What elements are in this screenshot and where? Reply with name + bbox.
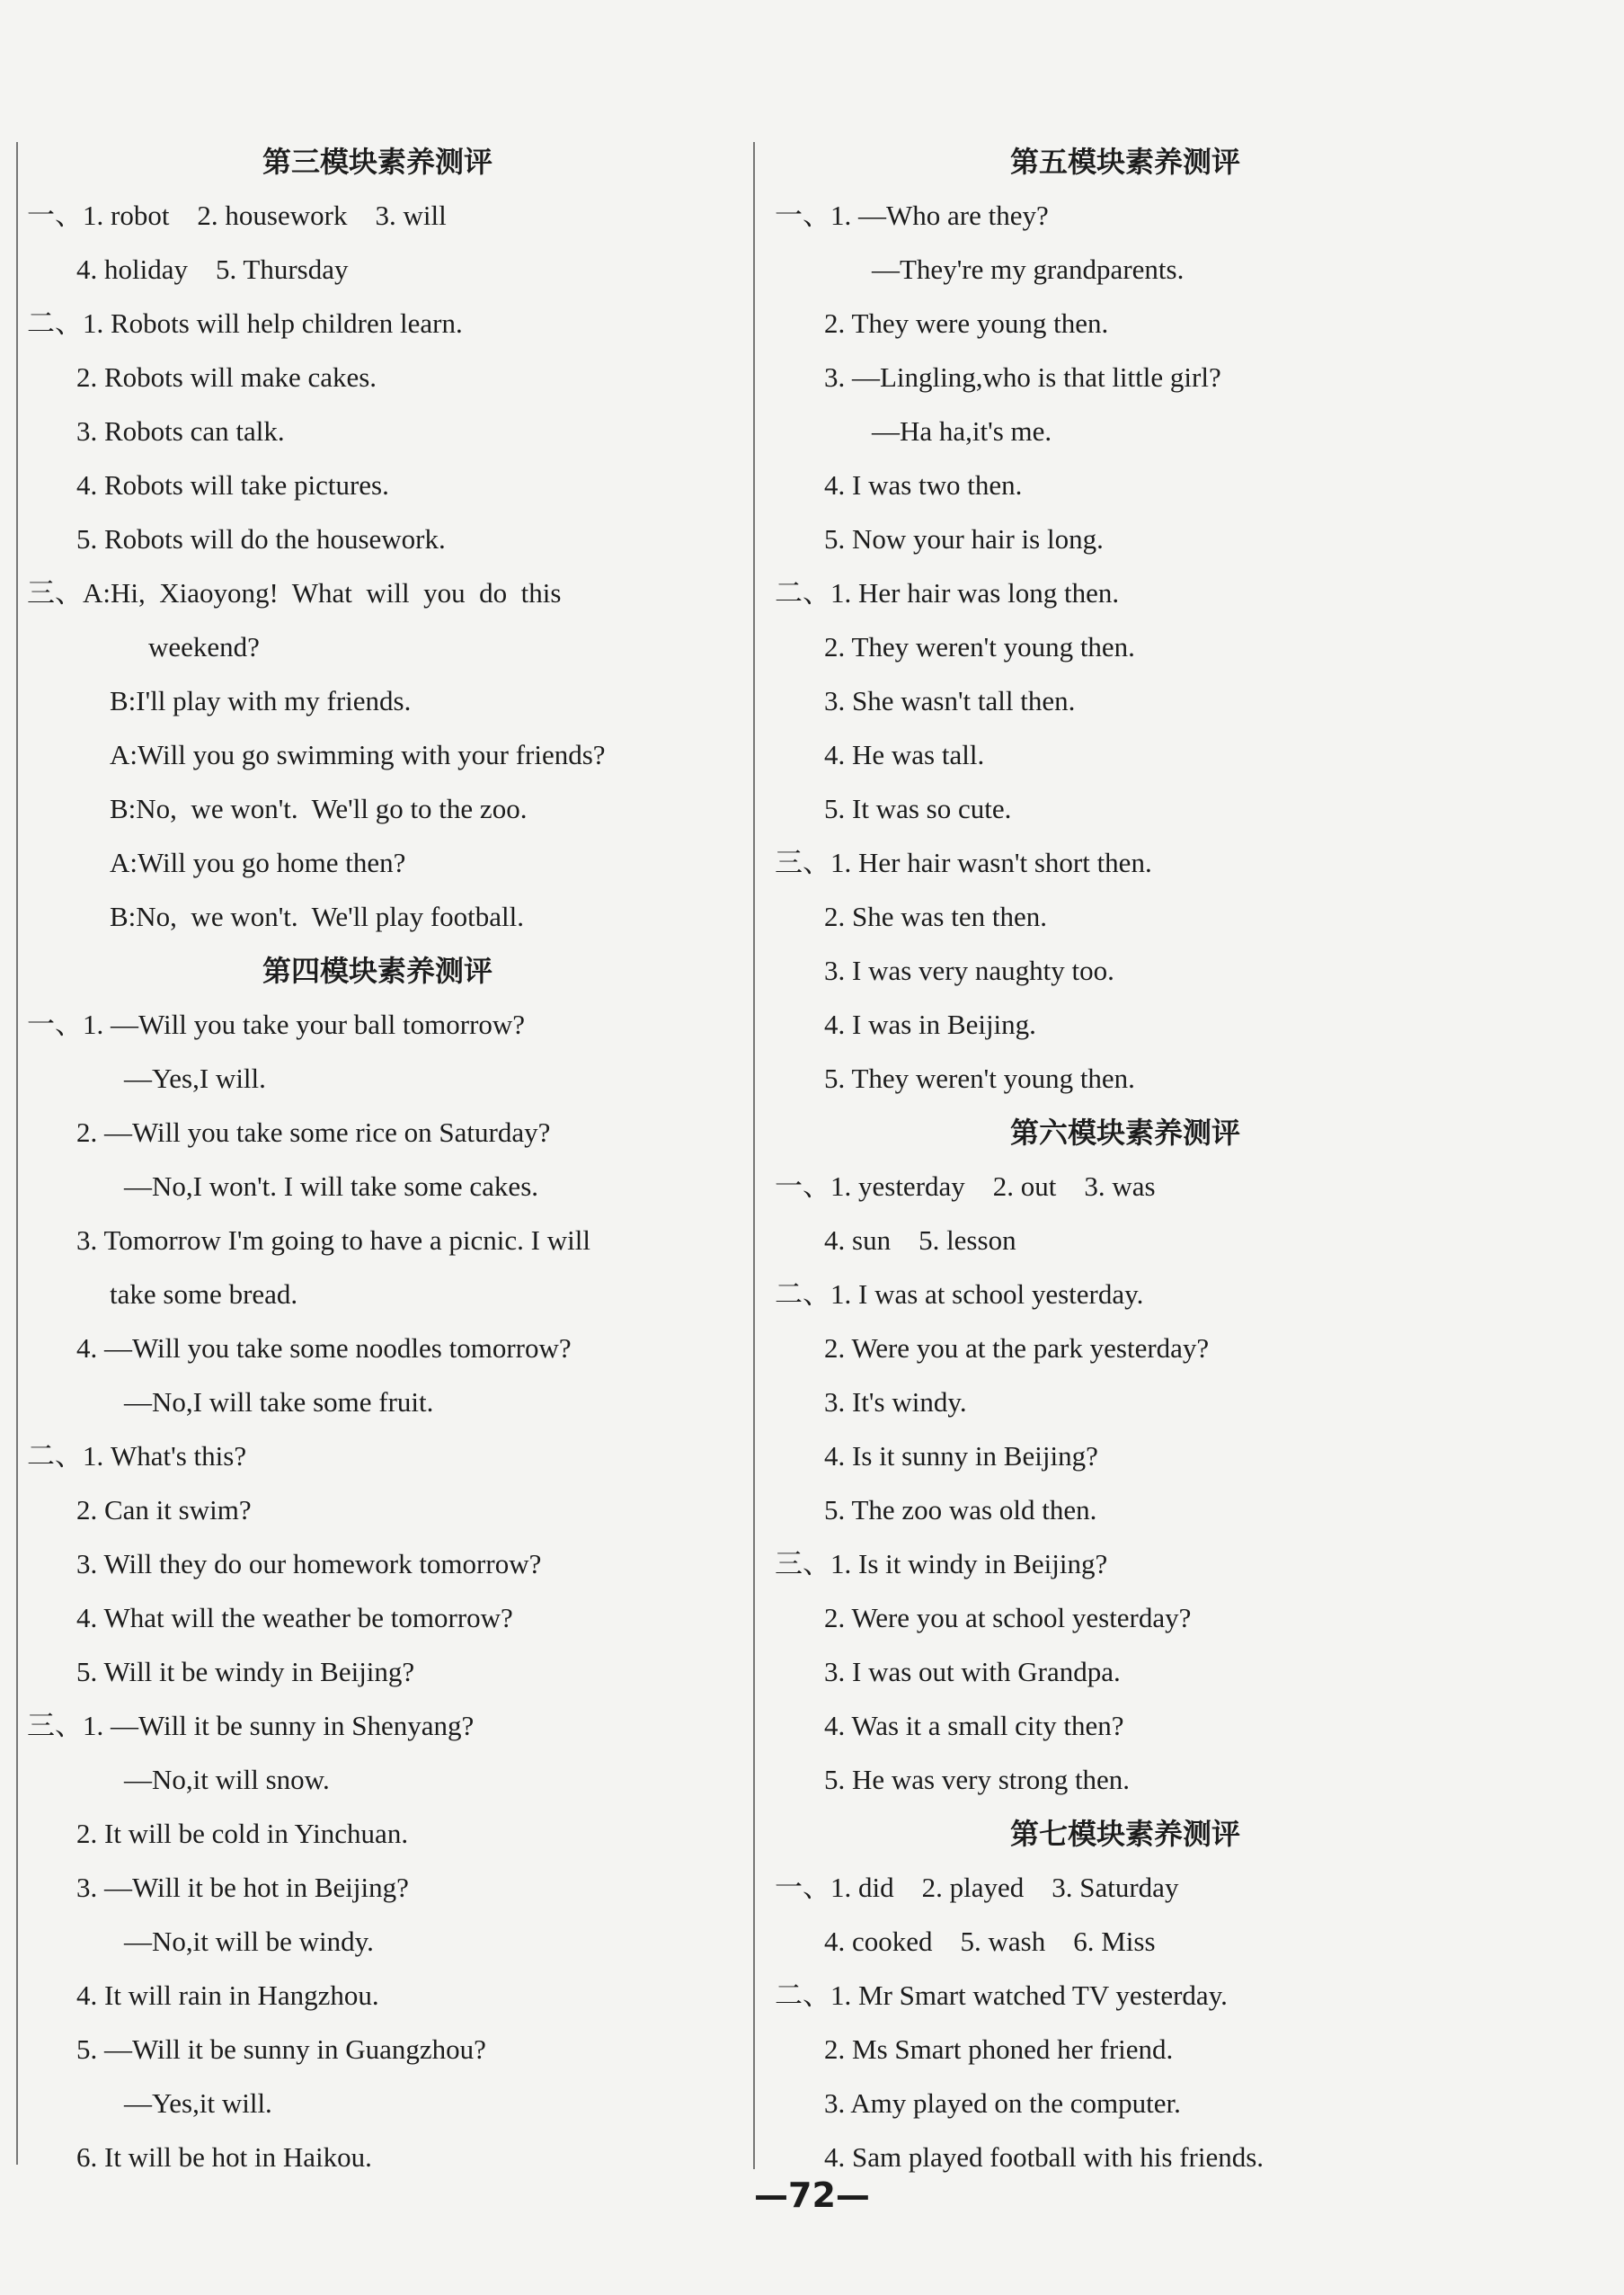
answer-line: A:Will you go swimming with your friends? [110,739,606,770]
section-title: 第七模块素养测评 [1009,1817,1240,1851]
answer-line: B:No, we won't. We'll go to the zoo. [110,793,528,824]
answer-line: —Ha ha,it's me. [872,415,1052,447]
answer-line: 三、1. —Will it be sunny in Shenyang? [27,1710,475,1741]
answer-line: 3. She wasn't tall then. [824,685,1076,716]
section-title: 第六模块素养测评 [1009,1116,1240,1150]
answer-line: 4. I was in Beijing. [824,1009,1036,1040]
answer-line: —Yes,I will. [124,1063,266,1094]
answer-line: 3. I was very naughty too. [824,955,1114,986]
answer-line: 3. —Will it be hot in Beijing? [76,1872,409,1903]
answer-line: 4. He was tall. [824,739,985,770]
answer-line: 3. I was out with Grandpa. [824,1656,1121,1687]
answer-line: 4. What will the weather be tomorrow? [76,1602,513,1633]
answer-line: 一、1. did 2. played 3. Saturday [775,1872,1179,1903]
answer-line: 4. Is it sunny in Beijing? [824,1440,1098,1472]
answer-line: 2. Can it swim? [76,1494,252,1526]
answer-line: 2. She was ten then. [824,901,1047,932]
section-title: 第三模块素养测评 [262,145,493,179]
right-column [775,135,1476,2184]
answer-line: 2. —Will you take some rice on Saturday? [76,1116,551,1148]
answer-line: 3. Amy played on the computer. [824,2087,1181,2119]
answer-line: —They're my grandparents. [872,254,1185,285]
answer-line: 5. He was very strong then. [824,1764,1131,1795]
answer-line: —No,it will be windy. [124,1926,374,1957]
column-divider [753,142,755,2169]
answer-line: 5. Will it be windy in Beijing? [76,1656,415,1687]
answer-line: 4. sun 5. lesson [824,1224,1016,1256]
answer-line: 2. Were you at the park yesterday? [824,1332,1210,1364]
answer-line: 3. It's windy. [824,1386,967,1418]
answer-line: 3. Robots can talk. [76,415,285,447]
section-title: 第四模块素养测评 [262,954,493,988]
answer-line: 一、1. —Will you take your ball tomorrow? [27,1009,526,1040]
answer-line: B:I'll play with my friends. [110,685,412,716]
answer-line: 一、1. —Who are they? [775,200,1049,231]
answer-line: 3. Will they do our homework tomorrow? [76,1548,542,1579]
answer-line: 5. Robots will do the housework. [76,523,446,555]
answer-line: 2. Ms Smart phoned her friend. [824,2033,1174,2065]
answer-line: 4. I was two then. [824,469,1023,501]
answer-line: 4. Was it a small city then? [824,1710,1124,1741]
answer-line: 2. It will be cold in Yinchuan. [76,1818,409,1849]
answer-line: 4. cooked 5. wash 6. Miss [824,1926,1156,1957]
answer-line: 二、1. Her hair was long then. [775,577,1120,609]
answer-line: 3. —Lingling,who is that little girl? [824,361,1221,393]
answer-line: 三、A:Hi, Xiaoyong! What will you do this [27,577,562,609]
answer-line: 二、1. Robots will help children learn. [27,307,463,339]
answer-line: 2. Robots will make cakes. [76,361,377,393]
page-number: —72— [754,2175,870,2215]
answer-line: 2. Were you at school yesterday? [824,1602,1192,1633]
answer-line: 一、1. yesterday 2. out 3. was [775,1170,1156,1202]
answer-line: —No,it will snow. [124,1764,330,1795]
answer-line: 三、1. Is it windy in Beijing? [775,1548,1108,1579]
answer-line: —No,I won't. I will take some cakes. [124,1170,539,1202]
answer-line: 三、1. Her hair wasn't short then. [775,847,1152,878]
answer-line: 5. It was so cute. [824,793,1012,824]
answer-line: 二、1. What's this? [27,1440,247,1472]
answer-line: 5. The zoo was old then. [824,1494,1097,1526]
answer-line: 二、1. Mr Smart watched TV yesterday. [775,1979,1228,2011]
answer-line: —No,I will take some fruit. [124,1386,434,1418]
answer-line: 2. They weren't young then. [824,631,1135,663]
answer-line: 二、1. I was at school yesterday. [775,1278,1144,1310]
answer-line: 5. Now your hair is long. [824,523,1104,555]
answer-line: 5. They weren't young then. [824,1063,1135,1094]
answer-line: weekend? [148,631,260,663]
section-title: 第五模块素养测评 [1009,145,1240,179]
answer-line: 4. Sam played football with his friends. [824,2141,1265,2173]
answer-line: A:Will you go home then? [110,847,406,878]
answer-line: take some bread. [110,1278,298,1310]
answer-line: 4. It will rain in Hangzhou. [76,1979,379,2011]
left-column [27,135,728,2184]
left-margin-rule [16,142,18,2165]
answer-line: 3. Tomorrow I'm going to have a picnic. I will [76,1224,590,1256]
answer-line: B:No, we won't. We'll play football. [110,901,524,932]
answer-line: 2. They were young then. [824,307,1109,339]
answer-line: 4. holiday 5. Thursday [76,254,349,285]
answer-line: 一、1. robot 2. housework 3. will [27,200,447,231]
answer-line: —Yes,it will. [124,2087,272,2119]
answer-line: 4. Robots will take pictures. [76,469,389,501]
answer-line: 4. —Will you take some noodles tomorrow? [76,1332,572,1364]
answer-line: 6. It will be hot in Haikou. [76,2141,372,2173]
answer-line: 5. —Will it be sunny in Guangzhou? [76,2033,486,2065]
